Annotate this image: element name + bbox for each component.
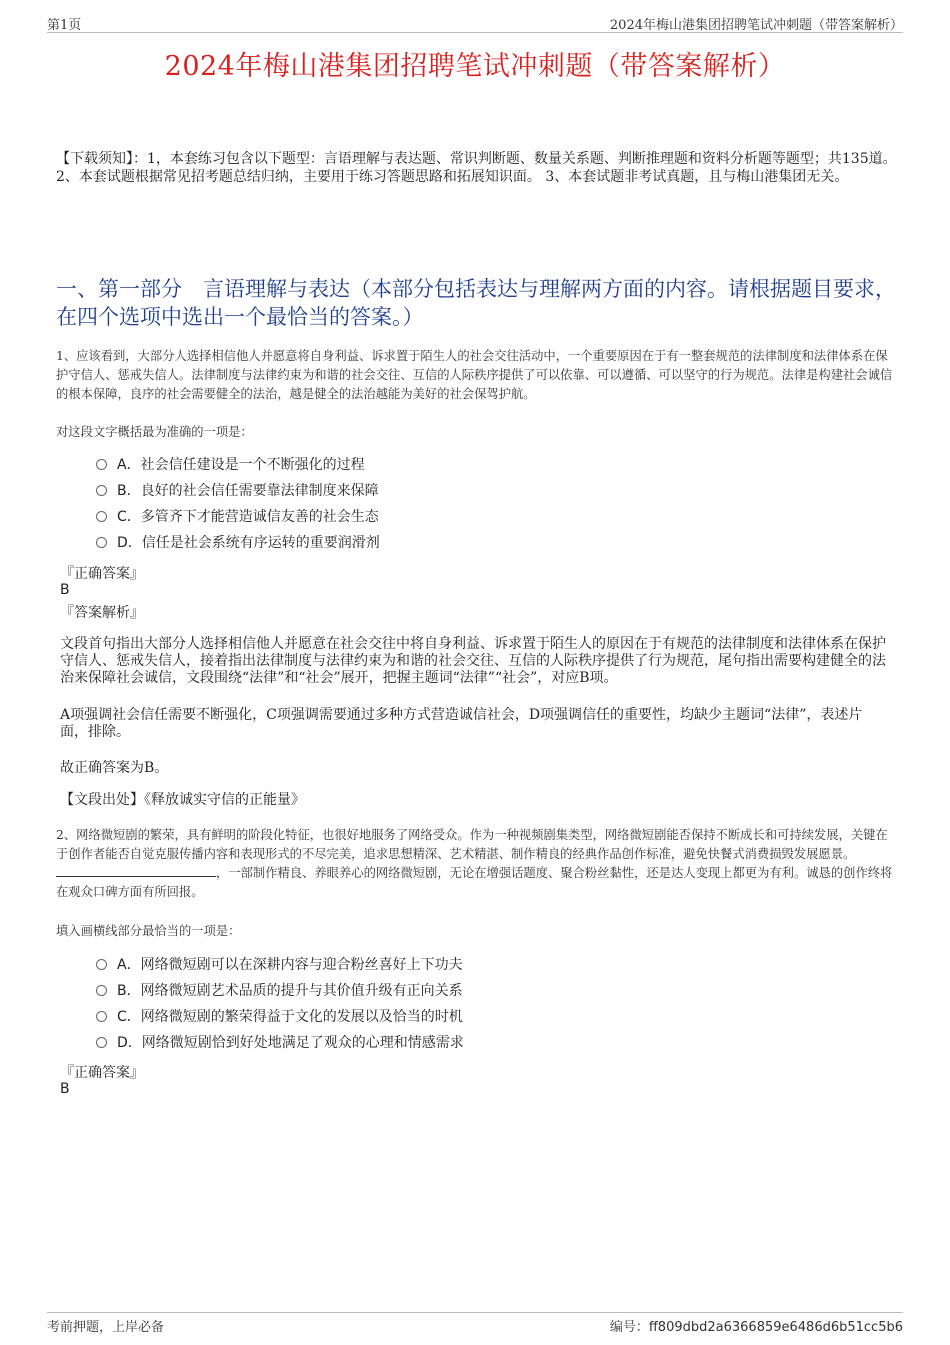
option-key: C． — [117, 1009, 141, 1025]
radio-icon[interactable] — [96, 511, 107, 522]
question-1-prompt: 对这段文字概括最为准确的一项是： — [56, 425, 253, 439]
footer-code — [610, 1316, 903, 1335]
q2-text-after: ，一部制作精良、养眼养心的网络微短剧，无论在增强话题度、聚合粉丝黏性，还是达人变现上都更为有利。诚恳的创作终将在观众口碑方面有所回报。 — [56, 866, 893, 899]
q1-analysis-conclusion: 故正确答案为B。 — [60, 760, 169, 776]
option-text: 网络微短剧恰到好处地满足了观众的心理和情感需求 — [141, 1035, 464, 1051]
radio-icon[interactable] — [96, 985, 107, 996]
option-key: B． — [117, 983, 141, 999]
radio-icon[interactable] — [96, 1037, 107, 1048]
question-2-text — [56, 826, 898, 902]
option-text: 网络微短剧的繁荣得益于文化的发展以及恰当的时机 — [140, 1009, 463, 1025]
radio-icon[interactable] — [96, 959, 107, 970]
option-key: A． — [117, 457, 141, 473]
option-key: D． — [117, 1035, 142, 1051]
q1-answer: B — [60, 582, 70, 598]
option-text: 网络微短剧可以在深耕内容与迎合粉丝喜好上下功夫 — [140, 957, 463, 973]
footer-slogan: 考前押题，上岸必备 — [47, 1320, 165, 1335]
page-number: 第1页 — [47, 18, 82, 33]
download-notice: 【下载须知】：1，本套练习包含以下题型：言语理解与表达题、常识判断题、数量关系题、判断推理题和资料分析题等题型；共135道。 2、本套试题根据常见招考题总结归纳，主要用于练习答题思路和拓展知识面。 3、本套试题非考试真题，且与梅山港集团无关。 — [56, 151, 897, 185]
question-1-text: 1、应该看到，大部分人选择相信他人并愿意将自身利益、诉求置于陌生人的社会交往活动中，一个重要原因在于有一整套规范的法律制度和法律体系在保护守信人、惩戒失信人。法律制度与法律约束为和谐的社会交往、互信的人际秩序提供了可以依靠、可以遵循、可以坚守的行为规范。法律是构建社会诚信的根本保障，良序的社会需要健全的法治，越是健全的法治越能为美好的社会保驾护航。 — [56, 349, 893, 401]
option-text: 网络微短剧艺术品质的提升与其价值升级有正向关系 — [140, 983, 463, 999]
q1-analysis-paragraph: 文段首句指出大部分人选择相信他人并愿意在社会交往中将自身利益、诉求置于陌生人的原因在于有规范的法律制度和法律体系在保护守信人、惩戒失信人，接着指出法律制度与法律约束为和谐的社会交往、互信的人际秩序提供了行为规范，尾句指出需要构建健全的法治来保障社会诚信，文段围绕“法律”和“社会”展开，把握主题词“法律”“社会”，对应B项。 — [60, 636, 886, 686]
code-label: 编号： — [609, 1320, 649, 1335]
q2-answer-label: 『正确答案』 — [60, 1065, 144, 1081]
q1-analysis-label: 『答案解析』 — [60, 605, 144, 621]
option-key: A． — [117, 957, 141, 973]
option-text: 信任是社会系统有序运转的重要润滑剂 — [141, 535, 380, 551]
q2-option-b[interactable] — [96, 981, 463, 1001]
q2-text-before: 2、网络微短剧的繁荣，具有鲜明的阶段化特征，也很好地服务了网络受众。作为一种视频剧集类型，网络微短剧能否保持不断成长和可持续发展，关键在于创作者能否自觉克服传播内容和表现形式的不尽完美，追求思想精深、艺术精湛、制作精良的经典作品创作标准，避免快餐式消费损毁发展愿景。 — [56, 828, 888, 861]
radio-icon[interactable] — [96, 1011, 107, 1022]
page-header — [47, 14, 903, 33]
option-text: 社会信任建设是一个不断强化的过程 — [140, 457, 365, 473]
document-title: 2024年梅山港集团招聘笔试冲刺题（带答案解析） — [164, 51, 786, 82]
radio-icon[interactable] — [96, 485, 107, 496]
option-text: 多管齐下才能营造诚信友善的社会生态 — [140, 509, 379, 525]
q1-option-d[interactable] — [96, 533, 380, 553]
option-key: C． — [117, 509, 141, 525]
code-value: ff809dbd2a6366859e6486d6b51cc5b6 — [648, 1320, 903, 1335]
fill-blank — [56, 864, 216, 877]
q1-analysis-paragraph: A项强调社会信任需要不断强化，C项强调需要通过多种方式营造诚信社会，D项强调信任的重要性，均缺少主题词“法律”，表述片面，排除。 — [60, 707, 863, 740]
q1-option-c[interactable] — [96, 507, 379, 527]
option-text: 良好的社会信任需要靠法律制度来保障 — [140, 483, 379, 499]
q1-option-b[interactable] — [96, 481, 379, 501]
q2-option-d[interactable] — [96, 1033, 464, 1053]
option-key: B． — [117, 483, 141, 499]
radio-icon[interactable] — [96, 537, 107, 548]
q2-answer: B — [60, 1081, 70, 1097]
section-heading: 一、第一部分 言语理解与表达（本部分包括表达与理解两方面的内容。请根据题目要求，在四个选项中选出一个最恰当的答案。） — [56, 277, 896, 329]
option-key: D． — [117, 535, 142, 551]
q2-option-a[interactable] — [96, 955, 463, 975]
radio-icon[interactable] — [96, 459, 107, 470]
header-doc-title: 2024年梅山港集团招聘笔试冲刺题（带答案解析） — [609, 18, 903, 33]
q1-source: 【文段出处】《释放诚实守信的正能量》 — [60, 792, 305, 808]
question-2-prompt: 填入画横线部分最恰当的一项是： — [56, 924, 241, 938]
q1-option-a[interactable] — [96, 455, 365, 475]
q1-answer-label: 『正确答案』 — [60, 566, 144, 582]
q2-option-c[interactable] — [96, 1007, 463, 1027]
page-footer — [47, 1312, 903, 1336]
